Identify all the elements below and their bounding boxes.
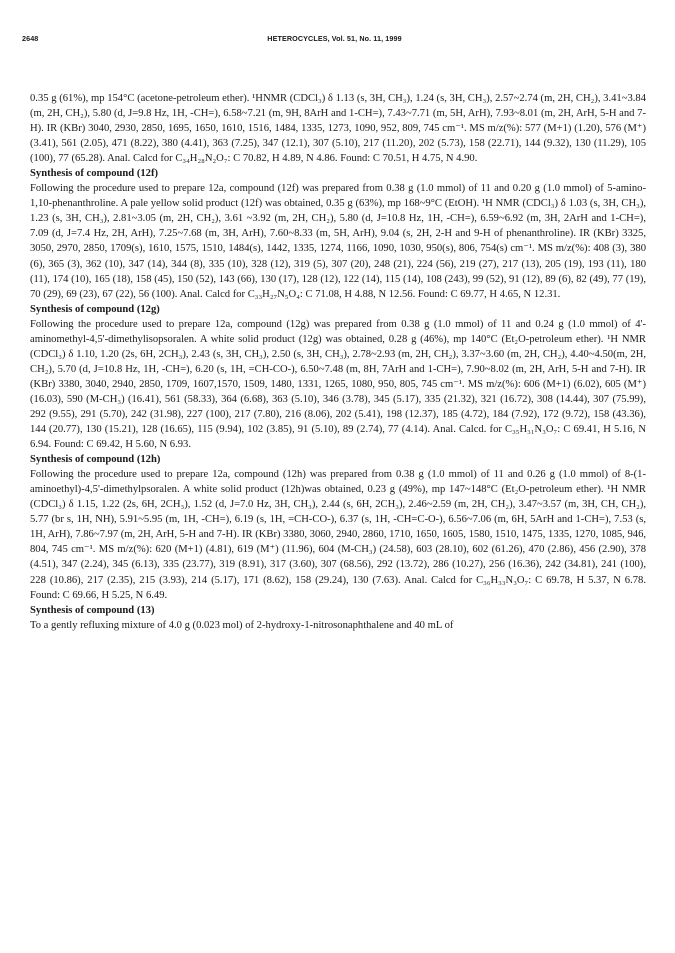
page-number: 2648: [22, 34, 39, 43]
paragraph-12g: Following the procedure used to prepare 12a, compound (12g) was prepared from 0.38 g (1.0 mmol) of 11 and 0.24 g (1.0 mmol) of 4'-aminomethyl-4,5'-dimethylisopsoralen. A white solid product (12g) was obtained, 0.28 g (46%), mp 140°C (Et₂O-petroleum ether). ¹H NMR (CDCl₃) δ 1.10, 1.20 (2s, 6H, 2CH₃), 2.43 (s, 3H, CH₃), 2.50 (s, 3H, CH₃), 2.78~2.93 (m, 2H, CH₂), 3.37~3.60 (m, 2H, CH₂), 4.40~4.50(m, 2H, CH₂), 5.70 (d, J=10.8 Hz, 1H, -CH=), 6.20 (s, 1H, =CH-CO-), 6.50~7.48 (m, 8H, 7ArH and 1-CH=), 7.90~8.02 (m, 2H, ArH, 5-H and 7-H). IR (KBr) 3380, 3040, 2940, 2850, 1709, 1607,1570, 1509, 1480, 1331, 1265, 1080, 950, 805, 745 cm⁻¹. MS m/z(%): 606 (M+1) (6.02), 605 (M⁺) (16.03), 590 (M-CH₃) (16.41), 561 (58.33), 364 (6.68), 363 (5.10), 346 (3.78), 345 (5.17), 335 (21.32), 321 (16.72), 308 (14.44), 307 (75.99), 292 (9.55), 291 (5.70), 242 (31.98), 227 (100), 217 (7.80), 216 (8.06), 202 (5.41), 198 (12.37), 185 (4.72), 184 (7.92), 172 (9.72), 158 (43.36), 144 (20.77), 130 (15.21), 128 (16.65), 115 (9.94), 102 (3.85), 91 (5.10), 89 (2.74), 77 (4.14). Anal. Calcd. for C₃₅H₃₁N₃O₇: C 69.41, H 5.16, N 6.94. Found: C 69.42, H 5.60, N 6.93.: [30, 318, 646, 451]
section-heading-12h: Synthesis of compound (12h): [30, 454, 161, 466]
journal-citation: HETEROCYCLES, Vol. 51, No. 11, 1999: [267, 34, 402, 43]
paragraph-12h: Following the procedure used to prepare 12a, compound (12h) was prepared from 0.38 g (1.0 mmol) of 11 and 0.26 g (1.0 mmol) of 8-(1-aminoethyl)-4,5'-dimethylpsoralen. A white solid product (12h)was obtained, 0.23 g (49%), mp 147~148°C (Et₂O-petroleum ether). ¹H NMR (CDCl₃) δ 1.15, 1.22 (2s, 6H, 2CH₃), 1.52 (d, J=7.0 Hz, 3H, CH₃), 2.44 (s, 6H, 2CH₃), 2.46~2.59 (m, 2H, CH₂), 3.47~3.57 (m, 3H, CH, CH₂), 5.77 (br s, 1H, NH), 5.91~5.95 (m, 1H, -CH=), 6.19 (s, 1H, =CH-CO-), 6.37 (s, 1H, -CH=C-O-), 6.56~7.06 (m, 6H, 5ArH and 1-CH=), 7.53 (s, 1H, ArH), 7.86~7.97 (m, 2H, ArH, 5-H and 7-H). IR (KBr) 3380, 3060, 2940, 2860, 1710, 1650, 1605, 1580, 1510, 1475, 1335, 1270, 1085, 946, 804, 745 cm⁻¹. MS m/z(%): 620 (M+1) (4.81), 619 (M⁺) (11.96), 604 (M-CH₃) (24.58), 603 (28.10), 602 (61.26), 470 (2.86), 456 (2.90), 378 (4.51), 347 (2.24), 345 (6.13), 335 (23.77), 319 (8.91), 317 (3.60), 307 (68.56), 292 (13.72), 286 (10.27), 256 (16.36), 242 (34.81), 241 (100), 228 (10.86), 217 (2.35), 215 (3.93), 214 (5.17), 171 (8.62), 158 (29.24), 130 (7.63). Anal. Calcd for C₃₆H₃₃N₃O₇: C 69.78, H 5.37, N 6.78. Found: C 69.66, H 5.25, N 6.49.: [30, 469, 647, 601]
paragraph-13: To a gently refluxing mixture of 4.0 g (0.023 mol) of 2-hydroxy-1-nitrosonaphthalene and 40 mL of: [30, 619, 454, 631]
paragraph-12f: Following the procedure used to prepare 12a, compound (12f) was prepared from 0.38 g (1.0 mmol) of 11 and 0.20 g (1.0 mmol) of 5-amino-1,10-phenanthroline. A pale yellow solid product (12f) was obtained, 0.35 g (63%), mp 168~9°C (EtOH). ¹H NMR (CDCl₃) δ 1.03 (s, 3H, CH₃), 1.23 (s, 3H, CH₃), 2.81~3.05 (m, 2H, CH₂), 3.61 ~3.92 (m, 2H, CH₂), 5.80 (d, J=10.8 Hz, 1H, -CH=), 6.59~6.92 (m, 3H, 2ArH and 1-CH=), 7.09 (d, J=7.4 Hz, 2H, ArH), 7.25~7.68 (m, 3H, ArH), 7.60~8.33 (m, 5H, ArH), 9.04 (s, 2H, 2-H and 9-H of phenanthroline). IR (KBr) 3325, 3050, 2970, 2850, 1709(s), 1610, 1575, 1510, 1484(s), 1442, 1335, 1274, 1166, 1090, 1030, 950(s), 806, 754(s) cm⁻¹. MS m/z(%): 408 (3), 380 (6), 365 (3), 362 (10), 347 (14), 344 (8), 335 (10), 328 (12), 319 (5), 307 (20), 248 (21), 224 (56), 219 (27), 217 (13), 205 (19), 193 (11), 180 (11), 174 (10), 165 (18), 158 (45), 150 (52), 143 (66), 130 (17), 128 (12), 122 (14), 115 (14), 108 (243), 99 (52), 91 (12), 89 (6), 82 (49), 77 (19), 70 (29), 69 (23), 67 (22), 56 (100). Anal. Calcd for C₃₃H₂₇N₅O₄: C 71.08, H 4.88, N 12.56. Found: C 69.77, H 4.65, N 12.31.: [30, 183, 646, 300]
section-heading-12g: Synthesis of compound (12g): [30, 303, 160, 315]
paragraph-12e-data: 0.35 g (61%), mp 154°C (acetone-petroleum ether). ¹HNMR (CDCl₃) δ 1.13 (s, 3H, CH₃), 1.24 (s, 3H, CH₃), 2.57~2.74 (m, 2H, CH₂), 3.41~3.84 (m, 2H, CH₂), 5.80 (d, J=9.8 Hz, 1H, -CH=), 6.58~7.21 (m, 9H, 8ArH and 1-CH=), 7.43~7.71 (m, 5H, ArH), 7.93~8.01 (m, 2H, ArH, 5-H and 7-H). IR (KBr) 3040, 2930, 2850, 1695, 1650, 1610, 1516, 1484, 1335, 1273, 1090, 952, 809, 745 cm⁻¹. MS m/z(%): 577 (M+1) (1.20), 576 (M⁺) (3.41), 561 (2.05), 471 (8.22), 380 (4.41), 363 (7.25), 347 (12.1), 307 (5.10), 217 (11.20), 202 (5.73), 158 (22.71), 144 (9.32), 130 (11.29), 105 (100), 77 (65.28). Anal. Calcd for C₃₄H₂₈N₂O₇: C 70.82, H 4.89, N 4.86. Found: C 70.51, H 4.75, N 4.90.: [30, 93, 646, 165]
section-heading-12f: Synthesis of compound (12f): [30, 168, 159, 180]
running-header: [22, 34, 647, 48]
section-heading-13: Synthesis of compound (13): [30, 604, 155, 616]
main-text: [30, 91, 646, 633]
